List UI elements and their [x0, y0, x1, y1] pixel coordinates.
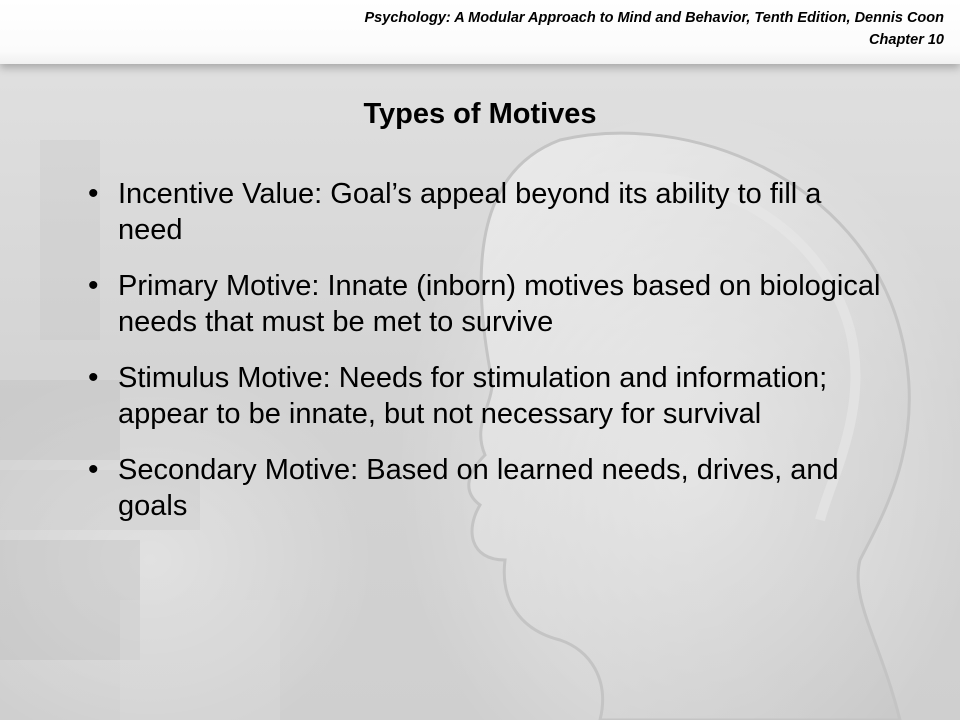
bullet-item: [88, 360, 888, 432]
bullet-icon: •: [88, 177, 99, 210]
bullet-item: [88, 268, 888, 340]
bullet-icon: •: [88, 361, 99, 394]
header-bar: [0, 0, 960, 64]
slide-title: Types of Motives: [363, 98, 597, 130]
bullet-text: Stimulus Motive: Needs for stimulation and information; appear to be innate, but not necessary for survival: [118, 362, 828, 430]
bullet-item: [88, 452, 888, 524]
bullet-text: Primary Motive: Innate (inborn) motives based on biological needs that must be met to survive: [118, 270, 881, 338]
header-chapter: Chapter 10: [869, 32, 944, 48]
bullet-text: Incentive Value: Goal’s appeal beyond its ability to fill a need: [118, 178, 822, 246]
bullet-icon: •: [88, 453, 99, 486]
header-book-title: Psychology: A Modular Approach to Mind and Behavior, Tenth Edition, Dennis Coon: [364, 10, 944, 26]
bullet-text: Secondary Motive: Based on learned needs, drives, and goals: [118, 454, 839, 522]
bullet-icon: •: [88, 269, 99, 302]
bullet-item: [88, 176, 888, 248]
bullet-list: [88, 176, 888, 544]
